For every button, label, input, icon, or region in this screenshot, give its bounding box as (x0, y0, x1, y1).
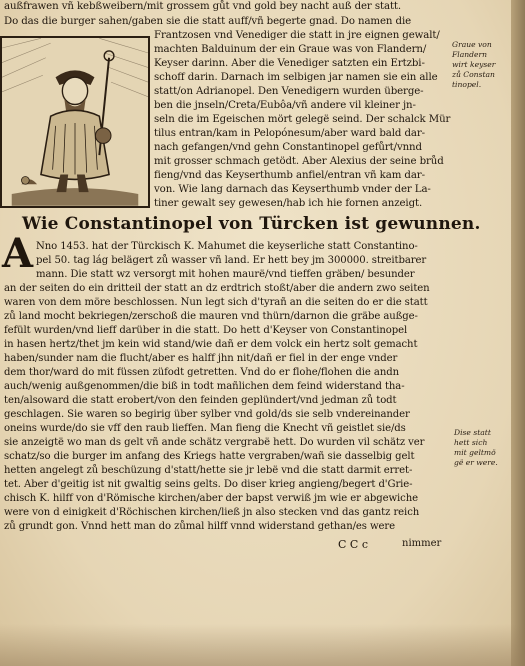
text-line: tet. Aber d'geitig ist nit gwaltig seins gelts. Do diser krieg angieng/begert d'Grie- (4, 479, 413, 490)
margin-line: hett sich (454, 438, 488, 447)
text-line: oneins wurde/do sie vff den raub lieffen. Man fieng die Knecht vñ geistlet sie/ds (4, 423, 406, 434)
text-line: an der seiten do ein dritteil der statt an dz erdtrich stoßt/aber die andern zwo seiten (4, 283, 430, 294)
margin-line: Flandern (452, 50, 487, 59)
text-line: Keyser darinn. Aber die Venediger satzten ein Ertzbi- (154, 58, 425, 69)
margin-line: mit geltmö (454, 448, 496, 457)
margin-line: gë er were. (454, 458, 498, 467)
text-line: fefült wurden/vnd lieff darüber in die statt. Do hett d'Keyser von Constantinopel (4, 325, 408, 336)
margin-line: wirt keyser (452, 60, 496, 69)
text-line: schoff darin. Darnach im selbigen jar namen sie ein alle (154, 72, 438, 83)
text-line: ben die jnseln/Creta/Eubôa/vñ andere vil kleiner jn- (154, 100, 416, 111)
text-line: fieng/vnd das Keyserthumb anfiel/entran vñ kam dar- (154, 170, 425, 181)
text-line: von. Wie lang darnach das Keyserthumb vnder der La- (154, 184, 431, 195)
text-line: Do das die burger sahen/gaben sie die statt auff/vñ begerte gnad. Do namen die (4, 16, 412, 27)
text-line: were von d einigkeit d'Röchischen kirchen/ließ jn also stecken vnd das gantz reich (4, 507, 420, 518)
drop-capital: A (2, 230, 34, 277)
page-edge (511, 0, 525, 666)
text-line: in hasen hertz/thet jm kein wid stand/wie dañ er dem volck ein hertz solt gemacht (4, 339, 418, 350)
text-line: zů grundt gon. Vnnd hett man do zůmal hilff vnnd widerstand gethan/es were (4, 521, 395, 532)
woodcut-illustration (0, 36, 150, 208)
margin-line: Dise statt (454, 428, 491, 437)
text-line: mann. Die statt wz versorgt mit hohen maurë/vnd tieffen gräben/ besunder (36, 269, 415, 280)
text-line: außfrawen vñ kebßweibern/mit grossem gůt vnd gold bey nacht auß der statt. (4, 1, 402, 12)
text-line: ten/alsoward die statt erobert/von den feinden geplündert/vnd jedman zů todt (4, 395, 397, 406)
signature-mark: C C c (338, 538, 368, 551)
catchword: nimmer (402, 538, 442, 549)
section-heading: Wie Constantinopel von Türcken ist gewunnen. (22, 214, 481, 234)
text-line: auch/wenig außgenommen/die biß in todt mañlichen dem feind widerstand tha- (4, 381, 405, 392)
text-line: chisch K. hilff von d'Römische kirchen/aber der bapst verwiß jm wie er abgewiche (4, 493, 418, 504)
text-line: waren von dem möre beschlossen. Nun legt sich d'tyrañ an die seiten do er die statt (4, 297, 428, 308)
page-bottom-shadow (0, 624, 525, 666)
text-line: schatz/so die burger im anfang des Kriegs hatte vergraben/wañ sie dasselbig gelt (4, 451, 415, 462)
text-line: dem thor/ward do mit füssen züfodt getretten. Vnd do er flohe/flohen die andn (4, 367, 399, 378)
text-line: Nno 1453. hat der Türckisch K. Mahumet die keyserliche statt Constantino- (36, 241, 418, 252)
text-line: haben/sunder nam die flucht/aber es halff jhn nit/dañ er fiel in der enge vnder (4, 353, 398, 364)
text-line: machten Balduinum der ein Graue was von Flandern/ (154, 44, 427, 55)
text-line: tiner gewalt sey gewesen/hab ich hie fornen anzeigt. (154, 198, 423, 209)
text-line: geschlagen. Sie waren so begirig über sylber vnd gold/ds sie selb vndereinander (4, 409, 410, 420)
marginal-note-top (452, 40, 495, 90)
margin-line: tinopel. (452, 80, 482, 89)
marginal-note-bottom (454, 428, 498, 468)
portrait-woodcut (2, 38, 148, 206)
text-line: sie anzeigtë wo man ds gelt vñ ande schätz vergrabë hett. Do wurden vil schätz ver (4, 437, 425, 448)
margin-line: Graue von (452, 40, 492, 49)
text-line: statt/on Adrianopel. Den Venedigern wurden überge- (154, 86, 424, 97)
text-line: tilus entran/kam in Pelopónesum/aber ward bald dar- (154, 128, 425, 139)
text-line: Frantzosen vnd Venediger die statt in jre eignen gewalt/ (154, 30, 440, 41)
text-line: seln die im Egeischen mört gelegë seind. Der schalck Mür (154, 114, 451, 125)
text-line: hetten angelegt zů beschüzung d'statt/hette sie jr lebë vnd die statt darmit erret- (4, 465, 413, 476)
text-line: zů land mocht bekriegen/zerschoß die mauren vnd thürn/darnon die gräbe außge- (4, 311, 418, 322)
margin-line: zů Constan (452, 70, 495, 79)
text-line: mit grosser schmach getödt. Aber Alexius der seine brůd (154, 156, 444, 167)
text-line: pel 50. tag lág belägert zů wasser vñ land. Er hett bey jm 300000. streitbarer (36, 255, 427, 266)
text-line: nach gefangen/vnd gehn Constantinopel gefůrt/vnnd (154, 142, 422, 153)
